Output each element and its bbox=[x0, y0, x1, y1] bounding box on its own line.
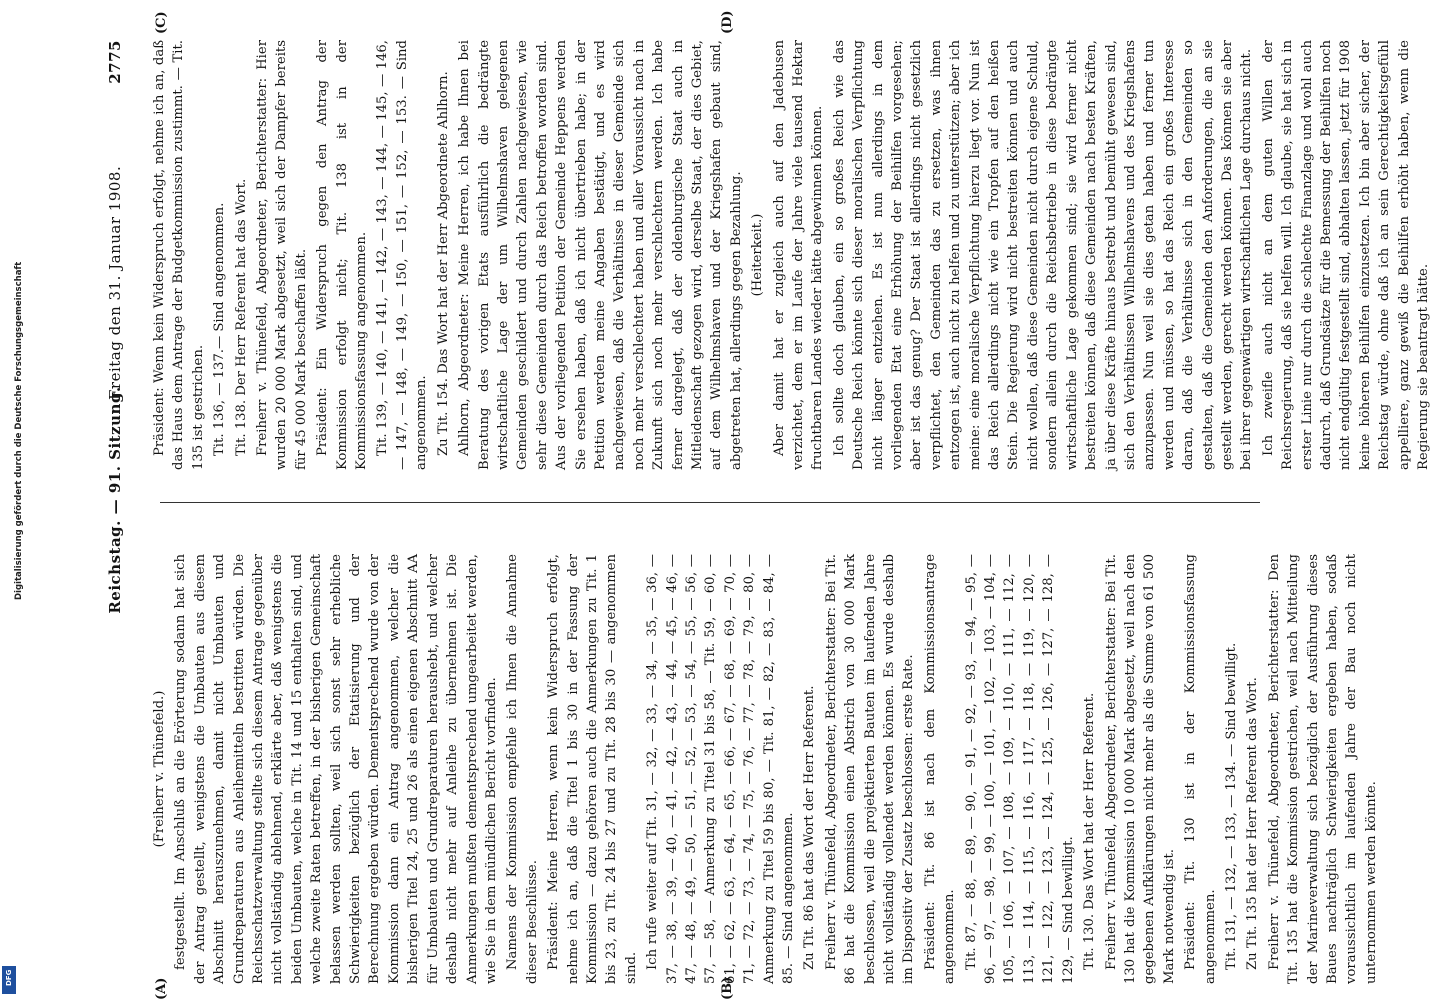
paragraph: festgestellt. Im Anschluß an die Erörterung sodann hat sich der Antrag gestellt, wenigstens die Umbauten aus diesem Abschnitt herauszunehmen, damit nicht Umbauten und Grundreparaturen aus Anleihemitteln bestritten würden. Die Reichsschatzverwaltung stellte sich diesem Antrage gegenüber nicht vollständig ablehnend, erklärte aber, daß wenigstens die beiden Umbauten, welche in Tit. 14 und 15 enthalten sind, und welche zweite Raten betreffen, in der bisherigen Gemeinschaft belassen werden sollten, weil sich sonst sehr erhebliche Schwierigkeiten bezüglich der Etatisierung und der Berechnung ergeben würden. Dementsprechend wurde von der Kommission dann ein Antrag angenommen, welcher die bisherigen Titel 24, 25 und 26 als einen eigenen Abschnitt AA für Umbauten und Grundreparaturen heraushebt, und welcher deshalb nicht mehr auf Anleihe zu übernehmen ist. Die Anmerkungen mußten dementsprechend umgearbeitet werden, wie Sie in dem mündlichen Bericht vorfinden. bbox=[173, 554, 499, 984]
paragraph: Freiherr v. Thünefeld, Abgeordneter, Berichterstatter: Den Tit. 135 hat die Kommission gestrichen, weil nach Mitteilung der Marineverwaltung sich bezüglich der Ausführung dieses Baues nachträglich Schwierigkeiten ergeben haben, sodaß voraussichtlich im laufenden Jahre der Bau noch nicht unternommen werden könnte. bbox=[1266, 554, 1379, 984]
dfg-logo-text: DFG bbox=[5, 969, 13, 986]
page-number: 2775 bbox=[106, 40, 124, 84]
paragraph: Tit. 138. Der Herr Referent hat das Wort. bbox=[233, 178, 249, 456]
paragraph: Ich sollte doch glauben, ein so großes Reich wie das Deutsche Reich könnte sich dieser moralischen Verpflichtung nicht länger entziehen. Es ist nun allerdings in dem vorliegenden Etat eine Erhöhung der Beihilfen vorgesehen; aber ist das genug? Der Staat ist allerdings nicht gesetzlich verpflichtet, den Gemeinden das zu ersetzen, was ihnen entzogen ist, auch nicht zu helfen und zu unterstützen; aber ich meine: eine moralische Verpflichtung hierzu liegt vor. Nun ist das Reich allerdings nicht wie ein Tropfen auf den heißen Stein. Die Regierung wird nicht bestreiten können und auch nicht wollen, daß diese Gemeinden nicht durch eigene Schuld, sondern allein durch die Reichsbetriebe in diese bedrängte wirtschaftliche Lage gekommen sind; sie wird ferner nicht bestreiten können, daß diese Gemeinden nach besten Kräften, ja über diese Kräfte hinaus bestrebt und bemüht gewesen sind, sich den Verhältnissen Wilhelmshavens und des Kriegshafens anzupassen. Nun weil sie dies getan haben und ferner tun werden und müssen, so hat das Reich ein großes Interesse daran, daß die Verhältnisse sich in den Gemeinden so gestalten, daß die Gemeinden den Anforderungen, die an sie gestellt werden, gerecht werden können. Das können sie aber bei ihrer gegenwärtigen wirtschaftlichen Lage durchaus nicht. bbox=[831, 40, 1255, 470]
paragraph: Ich rufe weiter auf Tit. 31, — 32, — 33, — 34, — 35, — 36, — 37, — 38, — 39, — 40, — 41, — 42, — 43, — 44, — 45, — 46, — 47, — 48, — 49, — 50, — 51, — 52, — 53, — 54, — 55, — 56, — 57, — 58, — Anmerkung zu Titel 31 bis 58, — Tit. 59, — 60, — 61, — 62, — 63, — 64, — 65, — 66, — 67, — 68, — 69, — 70, — 71, — 72, — 73, — 74, — 75, — 76, — 77, — 78, — 79, — 80, — Anmerkung zu Titel 59 bis 80, — Tit. 81, — 82, — 83, — 84, — 85. — Sind angenommen. bbox=[645, 554, 796, 984]
scanned-page bbox=[80, 0, 1431, 1000]
paragraph: Zu Tit. 154. Das Wort hat der Herr Abgeordnete Ahlhorn. bbox=[435, 71, 451, 456]
paragraph: Tit. 130. Das Wort hat der Herr Referent. bbox=[1082, 692, 1098, 970]
paragraph: Aber damit hat er zugleich auch auf den Jadebusen verzichtet, dem er im Laufe der Jahre viele tausend Hektar fruchtbaren Landes wieder hätte abgewinnen können. bbox=[771, 40, 826, 470]
paragraph: Präsident: Ein Widerspruch gegen den Antrag der Kommission erfolgt nicht; Tit. 138 ist in der Kommissionsfassung angenommen. bbox=[315, 40, 370, 470]
paragraph: Präsident: Meine Herren, wenn kein Widerspruch erfolgt, nehme ich an, daß die Titel 1 bis 30 in der Fassung der Kommission — dazu gehören auch die Anmerkungen zu Tit. 1 bis 23, zu Tit. 24 bis 27 und zu Tit. 28 bis 30 — angenommen sind. bbox=[546, 554, 639, 984]
paragraph: Präsident: Wenn kein Widerspruch erfolgt, nehme ich an, daß das Haus dem Antrage der Budgetkommission zustimmt. — Tit. 135 ist gestrichen. bbox=[152, 40, 206, 470]
margin-marker-d: (D) bbox=[720, 10, 735, 34]
column-left bbox=[150, 554, 1379, 984]
column-right bbox=[150, 40, 1431, 470]
paragraph: Ich zweifle auch nicht an dem guten Willen der Reichsregierung, daß sie helfen will. Ich glaube, sie hat sich in erster Linie nur durch die schlechte Finanzlage und wohl auch dadurch, daß Grundsätze für die Bemessung der Beihilfen noch nicht endgültig festgestellt sind, abhalten lassen, jetzt für 1908 keine höheren Beihilfen einzusetzen. Ich bin aber sicher, der Reichstag würde, ohne daß ich an sein Gerechtigkeitsgefühl appelliere, ganz gewiß die Beihilfen erhöht haben, wenn die Regierung sie beantragt hätte. bbox=[1260, 40, 1431, 470]
paragraph: Tit. 131, — 132, — 133, — 134. — Sind bewilligt. bbox=[1223, 642, 1239, 970]
paragraph: Freiherr v. Thünefeld, Abgeordneter, Berichterstatter: Bei Tit. 86 hat die Kommission einen Abstrich von 30 000 Mark beschlossen, weil die projektierten Bauten im laufenden Jahre nicht vollständig vollendet werden können. Es wurde deshalb im Dispositiv der Zusatz beschlossen: erste Rate. bbox=[823, 554, 917, 984]
margin-marker-b: (B) bbox=[720, 976, 735, 1000]
paragraph: Zu Tit. 86 hat das Wort der Herr Referent. bbox=[802, 685, 818, 970]
speaker-note: (Freiherr v. Thünefeld.) bbox=[152, 690, 167, 848]
credit-strip bbox=[0, 0, 24, 1000]
paragraph: Zu Tit. 135 hat der Herr Referent das Wort. bbox=[1245, 677, 1261, 970]
header-date: Freitag den 31. Januar 1908. bbox=[106, 165, 124, 400]
date-header bbox=[106, 40, 146, 960]
header-title: Reichstag. — 91. Sitzung. bbox=[106, 386, 124, 614]
paragraph: Ahlhorn, Abgeordneter: Meine Herren, ich habe Ihnen bei Beratung des vorigen Etats ausführlich die bedrängte wirtschaftliche Lage der um Wilhelmshaven gelegenen Gemeinden geschildert und durch Zahlen nachgewiesen, wie sehr diese Gemeinden durch das Reich betroffen worden sind. Aus der vorliegenden Petition der Gemeinde Heppens werden Sie ersehen haben, daß ich nicht übertrieben habe; in der Petition werden meine Angaben bestätigt, und es wird nachgewiesen, daß die Verhältnisse in dieser Gemeinde sich noch mehr verschlechtert haben und aller Voraussicht nach in Zukunft sich noch mehr verschlechtern werden. Ich habe ferner dargelegt, daß der oldenburgische Staat auch in Mitleidenschaft gezogen wird, derselbe Staat, der dies Gebiet, auf dem Wilhelmshaven und der Kriegshafen gebaut sind, abgetreten hat, allerdings gegen Bezahlung. bbox=[457, 40, 744, 470]
paragraph: Freiherr v. Thünefeld, Abgeordneter, Berichterstatter: Bei Tit. 130 hat die Kommission 10 000 Mark abgesetzt, weil nach den gegebenen Aufklärungen nicht mehr als die Summe von 61 500 Mark notwendig ist. bbox=[1103, 554, 1177, 984]
dfg-credit-text: Digitalisierung gefördert durch die Deutsche Forschungsgemeinschaft bbox=[14, 261, 24, 600]
margin-marker-a: (A) bbox=[154, 977, 169, 1000]
paragraph: Namens der Kommission empfehle ich Ihnen die Annahme dieser Beschlüsse. bbox=[505, 554, 540, 984]
paragraph: Präsident: Tit. 130 ist in der Kommissionsfassung angenommen. bbox=[1183, 554, 1218, 984]
paragraph: Präsident: Tit. 86 ist nach dem Kommissionsantrage angenommen. bbox=[922, 554, 958, 984]
margin-marker-c: (C) bbox=[154, 11, 169, 34]
dfg-logo bbox=[2, 966, 16, 994]
column-divider bbox=[160, 502, 1260, 503]
interjection: (Heiterkeit.) bbox=[750, 213, 766, 297]
paragraph: Tit. 139, — 140, — 141, — 142, — 143, — 144, — 145, — 146, — 147, — 148, — 149, — 150, — 151, — 152, — 153. — Sind angenommen. bbox=[375, 40, 430, 470]
paragraph: Tit. 87, — 88, — 89, — 90, — 91, — 92, — 93, — 94, — 95, — 96, — 97, — 98, — 99, — 100, — 101, — 102, — 103, — 104, — 105, — 106, — 107, — 108, — 109, — 110, — 111, — 112, — 113, — 114, — 115, — 116, — 117, — 118, — 119, — 120, — 121, — 122, — 123, — 124, — 125, — 126, — 127, — 128, — 129, — Sind bewilligt. bbox=[963, 554, 1076, 984]
paragraph: Freiherr v. Thünefeld, Abgeordneter, Berichterstatter: Hier wurden 20 000 Mark abgesetzt, weil sich der Dampfer bereits für 45 000 Mark beschaffen läßt. bbox=[255, 40, 309, 470]
paragraph: Tit. 136, — 137.— Sind angenommen. bbox=[212, 202, 228, 456]
